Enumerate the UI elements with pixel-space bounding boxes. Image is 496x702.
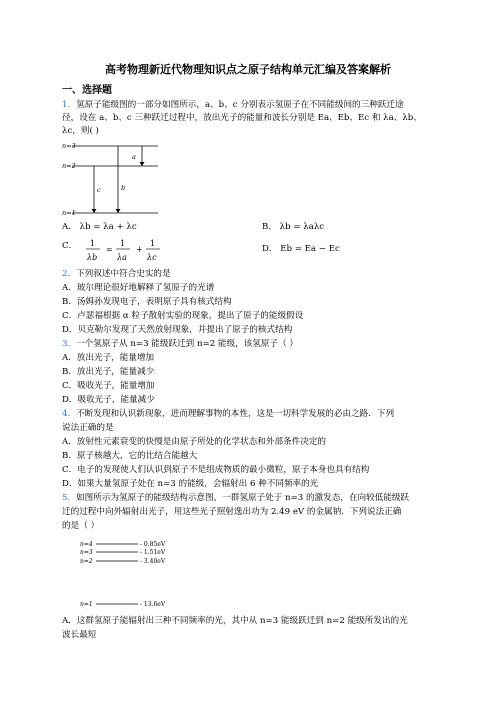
q1-option-c — [62, 242, 77, 251]
q4-text-1: 不断发现和认识新现象，进而理解事物的本性，这是一切科学发展的必由之路．下列 — [76, 409, 395, 419]
q2-stem — [62, 270, 171, 279]
q4-number: 4． — [62, 409, 77, 419]
q1-line1 — [62, 101, 404, 110]
frac1-den: λb — [87, 253, 98, 262]
q5-energy-n2: - 3.40eV — [140, 558, 166, 565]
q5-text-1: 如图所示为氢原子的能级结构示意图，一群氢原子处于 n=3 的激发态，在向较低能级跃 — [76, 493, 410, 503]
q5-energy-level-diagram — [80, 537, 180, 611]
arrow-c-head — [92, 209, 97, 213]
section-heading: 一、选择题 — [62, 85, 112, 96]
page-title: 高考物理新近代物理知识点之原子结构单元汇编及答案解析 — [105, 63, 391, 76]
q1-number: 1． — [62, 100, 77, 110]
arrow-label-b: b — [121, 184, 126, 192]
q4-option-b: B．原子核越大，它的比结合能越大 — [62, 451, 198, 461]
q2-option-a: A．玻尔理论很好地解释了氢原子的光谱 — [62, 283, 215, 293]
q3-option-c: C．吸收光子，能量增加 — [62, 381, 155, 391]
q2-text: 下列叙述中符合史实的是 — [76, 269, 171, 279]
arrow-label-c: c — [97, 186, 101, 194]
frac2-den: λa — [117, 253, 127, 262]
q4-option-d: D．如果大量氢原子处在 n=3 的能级，会辐射出 6 种不同频率的光 — [62, 479, 319, 489]
q5-energy-n1: - 13.6eV — [140, 601, 166, 608]
q5-line1 — [62, 494, 409, 503]
q4-line2: 说法正确的是 — [62, 423, 114, 433]
q5-energy-n4: - 0.85eV — [140, 541, 166, 548]
q1-line3: λc，则( ) — [62, 126, 99, 136]
q1-text-1: 氢原子能级图的一部分如图所示，a、b、c 分别表示氢原子在不同能级间的三种跃迁途 — [76, 100, 404, 110]
q2-number: 2． — [62, 269, 77, 279]
q5-level-n4: n=4 — [80, 541, 93, 548]
q3-stem — [62, 340, 298, 349]
frac2-num: 1 — [120, 239, 126, 248]
q1-option-c-label: C． — [62, 241, 78, 251]
q3-option-d: D．吸收光子，能量减少 — [62, 395, 155, 405]
q5-option-a-line1: A．这群氢原子能辐射出三种不同频率的光，其中从 n=3 能级跃迁到 n=2 能级所发出的光 — [62, 616, 408, 626]
q4-option-a: A．放射性元素衰变的快慢是由原子所处的化学状态和外部条件决定的 — [62, 437, 327, 447]
q3-option-a: A．放出光子，能量增加 — [62, 353, 155, 363]
q3-text: 一个氢原子从 n=3 能级跃迁到 n=2 能级，该氢原子（ ） — [76, 339, 299, 349]
level-label-n1: n=1 — [62, 209, 76, 217]
q4-line1 — [62, 410, 394, 419]
arrow-b-head — [116, 209, 121, 213]
q3-option-b: B．放出光子，能量减少 — [62, 367, 155, 377]
q3-number: 3． — [62, 339, 77, 349]
eq-sign: = — [106, 245, 113, 254]
q2-option-c: C．卢瑟福根据 α 粒子散射实验的现象，提出了原子的能级假设 — [62, 311, 304, 321]
q5-number: 5． — [62, 493, 77, 503]
arrow-a-head — [140, 162, 145, 166]
q5-level-n3: n=3 — [80, 549, 93, 556]
plus-sign: + — [136, 245, 143, 254]
q2-option-b: B．汤姆孙发现电子，表明原子具有核式结构 — [62, 297, 232, 307]
frac3-num: 1 — [150, 239, 156, 248]
q5-line2: 迁的过程中向外辐射出光子，用这些光子照射逸出功为 2.49 eV 的金属钠．下列说法正确 — [62, 507, 402, 517]
q2-option-d: D．贝克勒尔发现了天然放射现象，并提出了原子的核式结构 — [62, 325, 293, 335]
level-label-n3: n=3 — [62, 142, 76, 150]
frac3-den: λc — [147, 253, 157, 262]
q1-option-c-formula — [86, 236, 196, 266]
q5-line3: 的是（ ） — [62, 521, 100, 531]
q1-option-b: B． λb = λaλc — [262, 222, 325, 232]
q5-option-a-line2: 波长最短 — [62, 630, 97, 640]
q1-option-a: A． λb = λa + λc — [62, 222, 137, 232]
q1-line2: 径，设在 a、b、c 三种跃迁过程中，放出光子的能量和波长分别是 Ea、Eb、Ec 和 λa、λb、 — [62, 113, 422, 123]
arrow-label-a: a — [132, 153, 136, 161]
level-label-n2: n=2 — [62, 162, 76, 170]
q5-level-n1: n=1 — [80, 601, 93, 608]
q5-energy-n3: - 1.51eV — [140, 549, 166, 556]
q5-level-n2: n=2 — [80, 558, 93, 565]
q1-energy-level-diagram — [62, 140, 162, 218]
q1-option-d: D． Eb = Ea − Ec — [262, 244, 340, 254]
frac1-num: 1 — [90, 239, 96, 248]
q4-option-c: C．电子的发现使人们认识到原子不是组成物质的最小微粒，原子本身也具有结构 — [62, 465, 370, 475]
